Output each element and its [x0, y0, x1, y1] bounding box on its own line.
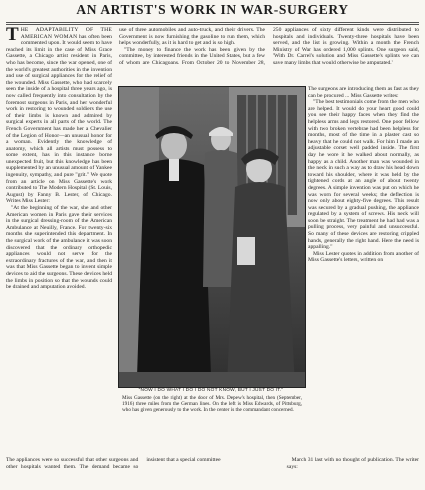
title-rule-bottom — [6, 24, 419, 25]
lead-body-text: has often been commented upon. It would seem to have reached its limit in the case of Miss Grace Gassette, a Chicago artist resident in Paris, who has become, since the war opened, one of the world's greatest authorities in the invention and use of surgical appliances for the relief of the wounded. Miss Gassette, who had scarcely seen the inside of a hospital three years ago, is now called frequently into consultation by the foremost surgeons in Paris, and her wonderful work in restoring to wounded soldiers the use of their limbs is known and admired by surgical experts in all parts of the world. The French Government has made her a Chevalier of the Legion of Honor—an unusual honor for a woman. Evidently the knowledge of anatomy, which all artists must possess to some extent, has in this instance borne unexpected fruit, but this knowledge has been supplemented by an unusual amount of Yankee ingenuity, sympathy, and pure "grit." We quote from an article on Miss Gassette's work contributed to The Modern Hospital (St. Louis, August) by Fanny B. Lester, of Chicago. Writes Miss Lester: — [6, 33, 112, 205]
left-text-column — [6, 27, 112, 454]
dropcap-letter: T — [6, 27, 19, 45]
photo-illustration — [119, 87, 305, 387]
bottom-paragraph: March 31 last with no thought of publication. The writer says: — [286, 457, 419, 470]
right-paragraph: The surgeons are introducing them as fast as they can be procured ... Miss Gassette writes: — [308, 86, 419, 99]
right-text-column — [308, 86, 419, 454]
top-paragraph: use of three automobiles and auto-truck, and their drivers. The Government is now furnishing the gasoline to run them, which helps wonderfully, as it is hard to get and is so high. — [119, 27, 265, 47]
top-paragraph: "The money to finance the work has been given by the committee, by interested friends in the United States, but a few of whom are Chicagoans. From October 20 to November 28, 250 appliances of sixty different kinds were distributed to hospitals and individuals. Twenty-three hospitals have been served, and the list is growing. Within a month the French Ministry of War has ordered 1,000 splints. One surgeon said, 'With Dr. Carrel's solution and Miss Gassette's splints we can save many limbs that would otherwise be amputated.' — [119, 27, 419, 66]
bottom-paragraph: The appliances were so successful that other surgeons and other hospitals wanted them. The demand became so insistent that a special committee — [6, 457, 221, 470]
photo-quote-caption: "NOW I DO WHAT I DO I DO NOT KNOW, BUT I JUST DO IT." — [138, 388, 284, 393]
right-paragraph: Miss Lester quotes in addition from another of Miss Gassette's letters, written on — [308, 250, 419, 264]
right-paragraph: "The best testimonials come from the men who are helped. It would do your heart good could you see their happy faces when they find the helpless arms and legs restored. One poor fellow with two broken vertebrae had been helpless for months, most of the time in a plaster cast so heavy that he could not walk. For him I made an adjustable corset well padded inside. The first day he wore it he walked about normally, as happy as a child. Another man was wounded in the neck in such a way as to draw his head down toward his shoulder, where it was held by the tightened cords at an angle of about twenty degrees. A simple invention was put on which he was worn for several weeks; the deflection is now only about eighty-five degrees. This result was secured by a gradual pushing, the appliance regulated by a system of screws. His neck will soon be straight. The treatment he had had was a pulling process, very painful and unsuccessful. So many of these devices are restoring crippled hands, generally the right hand. Here the need is appalling." — [308, 99, 419, 251]
article-title: AN ARTIST'S WORK IN WAR-SURGERY — [76, 2, 349, 17]
bottom-text-block — [6, 457, 419, 487]
lead-caps-text: HE ADAPTABILITY OF THE AMERICAN WOMAN — [20, 27, 112, 40]
top-text-block — [119, 27, 419, 83]
title-rule-top — [6, 22, 419, 23]
lead-paragraph — [6, 27, 112, 205]
photo-caption: Miss Gassette (on the right) at the door of Mrs. Depew's hospital, then (September, 1916) three miles from the German lines. On the left is Miss Edwards, of Pittsburg, who has given generously to the work. In the center is the commandant concerned. — [122, 395, 302, 414]
left-paragraph: "At the beginning of the war, she and other American women in Paris gave their services in the surgical dressing-room of the American Ambulance at Neuilly, France. For twenty-six months she superintended this department. In the surgical work of the ambulance it was soon discovered that the ordinary orthopedic appliances would not serve for the extraordinary fractures of the war, and then it was that Miss Gassette began to invent simple devices to aid the surgeons. These devices held the limbs in position so that the wounds could be drained and amputation avoided. — [6, 205, 112, 291]
article-photograph — [118, 86, 306, 388]
